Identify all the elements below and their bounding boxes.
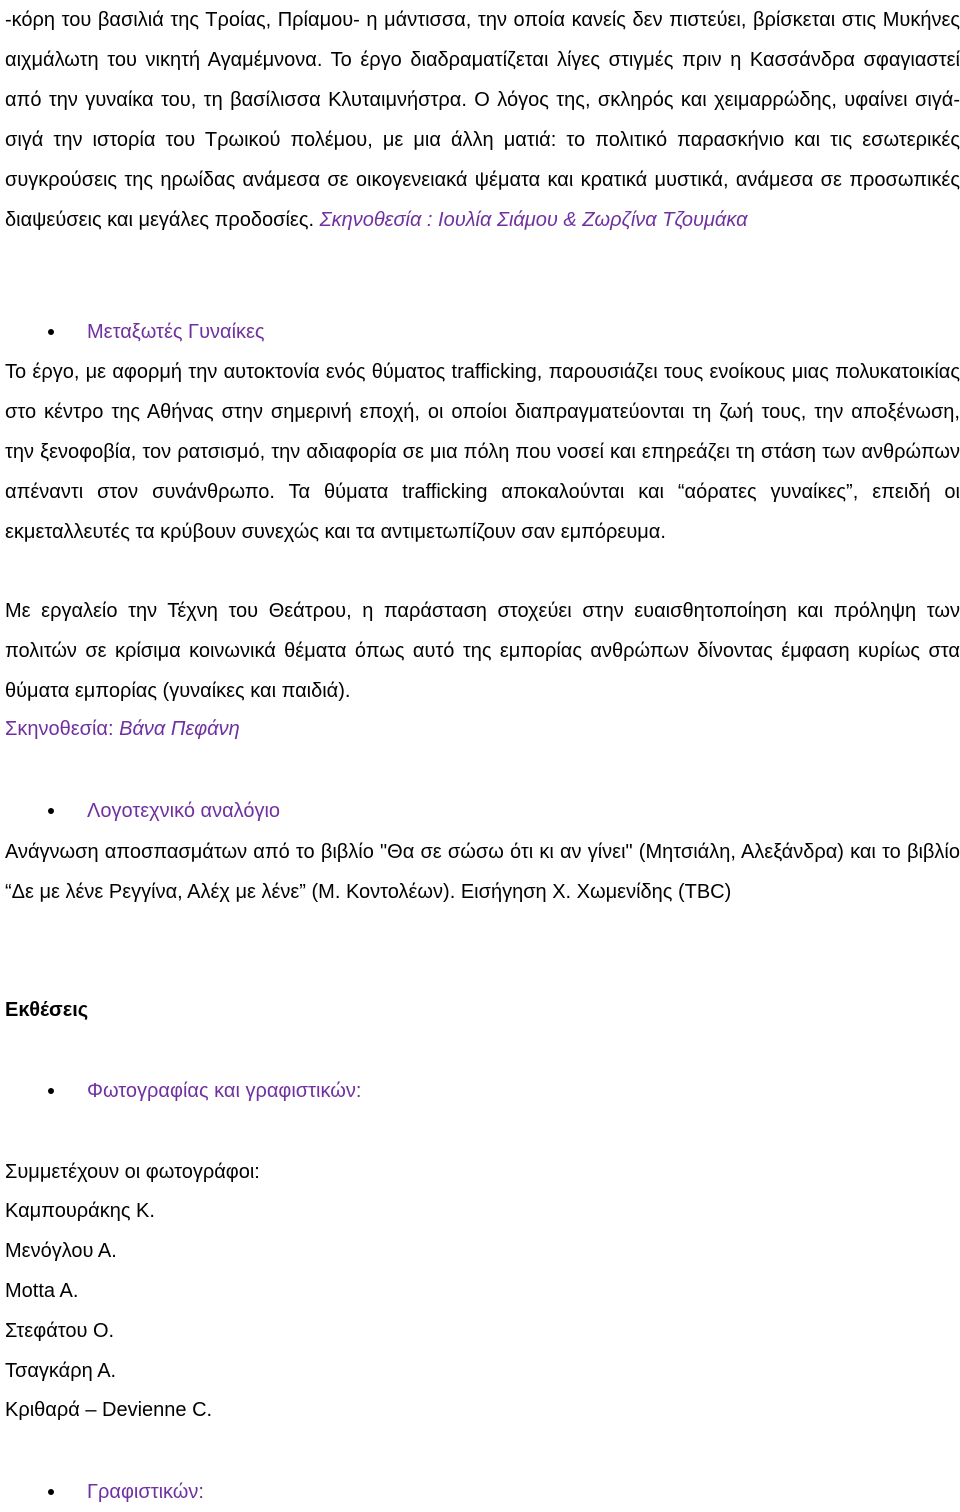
bullet-dot-icon — [48, 1489, 54, 1495]
women-paragraph-1: Το έργο, με αφορμή την αυτοκτονία ενός θύματος trafficking, παρουσιάζει τους ενοίκους μιας πολυκατοικίας στο κέντρο της Αθήνας στην σημερινή εποχή, οι οποίοι διαπραγματεύονται τη ζωή τους, την αποξένωση, την ξενοφοβία, τον ρατσισμό, την αδιαφορία σε μια πόλη που νοσεί και επηρεάζει τη στάση των ανθρώπων απέναντι στον συνάνθρωπο. Τα θύματα trafficking αποκαλούνται και “αόρατες γυναίκες”, επειδή οι εκμεταλλευτές τα κρύβουν συνεχώς και τα αντιμετωπίζουν σαν εμπόρευμα. — [5, 361, 960, 543]
photographer-item: Motta A. — [5, 1280, 79, 1302]
photo-heading: Φωτογραφίας και γραφιστικών: — [87, 1080, 362, 1102]
literary-heading: Λογοτεχνικό αναλόγιο — [87, 800, 281, 822]
literary-paragraph: Ανάγνωση αποσπασμάτων από το βιβλίο "Θα σε σώσω ότι κι αν γίνει" (Μητσιάλη, Αλεξάνδρα) και το βιβλίο “Δε με λένε Ρεγγίνα, Αλέχ με λένε” (Μ. Κοντολέων). Εισήγηση Χ. Χωμενίδης (TBC) — [5, 841, 960, 903]
women-director — [5, 709, 240, 749]
women-director-label: Σκηνοθεσία: — [5, 718, 120, 740]
photographer-item: Καμπουράκης Κ. — [5, 1200, 155, 1222]
women-director-name: Βάνα Πεφάνη — [119, 718, 240, 740]
bullet-dot-icon — [48, 808, 54, 814]
photographer-item: Κριθαρά – Devienne C. — [5, 1399, 213, 1421]
photographer-item: Μενόγλου Α. — [5, 1240, 117, 1262]
participants-label: Συμμετέχουν οι φωτογράφοι: — [5, 1161, 260, 1183]
troy-text: -κόρη του βασιλιά της Τροίας, Πρίαμου- η μάντισσα, την οποία κανείς δεν πιστεύει, βρίσκεται στις Μυκήνες αιχμάλωτη του νικητή Αγαμέμνονα. Το έργο διαδραματίζεται λίγες στιγμές πριν η Κασσάνδρα σφαγιαστεί από την γυναίκα του, τη βασίλισσα Κλυταιμνήστρα. Ο λόγος της, σκληρός και χειμαρρώδης, υφαίνει σιγά-σιγά την ιστορία του Τρωικού πολέμου, με μια άλλη ματιά: το πολιτικό παρασκήνιο και τις εσωτερικές συγκρούσεις της ηρωίδας ανάμεσα σε οικογενειακά ψέματα και κρατικά μυστικά, ανάμεσα σε προσωπικές διαψεύσεις και μεγάλες προδοσίες. — [5, 9, 960, 231]
troy-paragraph — [5, 0, 960, 240]
graphics-heading: Γραφιστικών: — [87, 1481, 204, 1503]
photographer-item: Τσαγκάρη Α. — [5, 1360, 117, 1382]
women-heading: Μεταξωτές Γυναίκες — [87, 321, 265, 343]
bullet-dot-icon — [48, 1088, 54, 1094]
photographer-item: Στεφάτου Ο. — [5, 1320, 115, 1342]
bullet-dot-icon — [48, 329, 54, 335]
women-paragraph-2: Με εργαλείο την Τέχνη του Θεάτρου, η παράσταση στοχεύει στην ευαισθητοποίηση και πρόληψη των πολιτών σε κρίσιμα κοινωνικά θέματα όπως αυτό της εμπορίας ανθρώπων δίνοντας έμφαση κυρίως στα θύματα εμπορίας (γυναίκες και παιδιά). — [5, 600, 960, 702]
troy-director: Σκηνοθεσία : Ιουλία Σιάμου & Ζωρζίνα Τζουμάκα — [319, 209, 748, 231]
exhibitions-heading: Εκθέσεις — [5, 999, 89, 1021]
